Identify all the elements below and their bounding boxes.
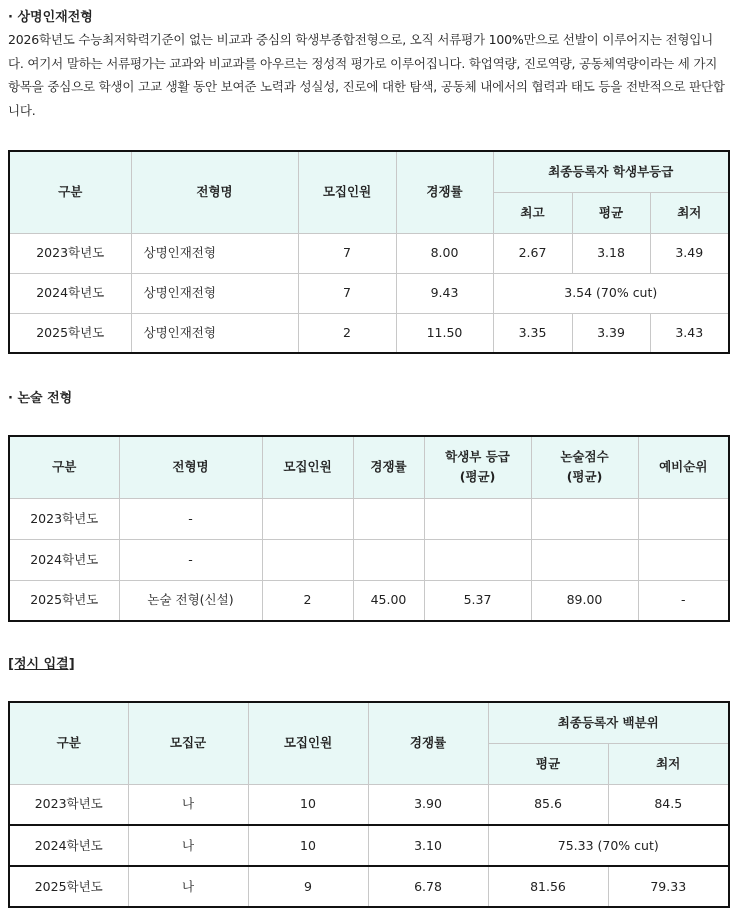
header-waitlist: 예비순위 (638, 436, 729, 498)
cell-year: 2024학년도 (9, 825, 128, 866)
cell-recruit: 10 (248, 825, 368, 866)
header-category: 구분 (9, 702, 128, 784)
header-rate: 경쟁률 (396, 151, 493, 233)
header-recruit: 모집인원 (298, 151, 396, 233)
table-row (9, 866, 729, 907)
cell-avg: 81.56 (488, 866, 608, 907)
table-row (9, 825, 729, 866)
table-row (9, 313, 729, 353)
header-group: 모집군 (128, 702, 248, 784)
header-avg: 평균 (488, 743, 608, 784)
header-name: 전형명 (131, 151, 298, 233)
cell-min: 84.5 (608, 784, 729, 825)
cell-grade (424, 539, 531, 580)
cell-year: 2024학년도 (9, 539, 119, 580)
cell-rate (353, 498, 424, 539)
header-min: 최저 (608, 743, 729, 784)
cell-rate: 11.50 (396, 313, 493, 353)
cell-merged-percentile: 75.33 (70% cut) (488, 825, 729, 866)
cell-waitlist: - (638, 580, 729, 621)
cell-max: 3.35 (493, 313, 572, 353)
cell-rate: 9.43 (396, 273, 493, 313)
cell-avg: 3.39 (572, 313, 650, 353)
cell-min: 79.33 (608, 866, 729, 907)
cell-name: 상명인재전형 (131, 233, 298, 273)
cell-year: 2024학년도 (9, 273, 131, 313)
cell-year: 2025학년도 (9, 580, 119, 621)
cell-recruit: 9 (248, 866, 368, 907)
cell-recruit (262, 498, 353, 539)
cell-name: - (119, 539, 262, 580)
header-name: 전형명 (119, 436, 262, 498)
cell-year: 2023학년도 (9, 784, 128, 825)
table-row (9, 273, 729, 313)
header-rate: 경쟁률 (353, 436, 424, 498)
table-row (9, 580, 729, 621)
header-score-line2: (평균) (566, 469, 603, 485)
cell-name: 상명인재전형 (131, 313, 298, 353)
header-avg: 평균 (572, 192, 650, 233)
cell-year: 2025학년도 (9, 866, 128, 907)
cell-year: 2023학년도 (9, 498, 119, 539)
cell-rate: 3.10 (368, 825, 488, 866)
cell-waitlist (638, 539, 729, 580)
cell-merged-grade: 3.54 (70% cut) (493, 273, 729, 313)
section-title-essay: · 논술 전형 (8, 391, 73, 406)
cell-recruit: 7 (298, 273, 396, 313)
cell-grade (424, 498, 531, 539)
cell-avg: 85.6 (488, 784, 608, 825)
cell-recruit: 2 (262, 580, 353, 621)
table-row (9, 784, 729, 825)
section-title-regular: [정시 입결] (8, 657, 75, 672)
sangmyung-result-table (8, 150, 730, 354)
cell-min: 3.49 (650, 233, 729, 273)
regular-admission-table (8, 701, 730, 908)
header-grade-group: 최종등록자 학생부등급 (493, 151, 729, 192)
cell-recruit: 2 (298, 313, 396, 353)
header-recruit: 모집인원 (248, 702, 368, 784)
header-recruit: 모집인원 (262, 436, 353, 498)
cell-rate: 8.00 (396, 233, 493, 273)
cell-rate: 3.90 (368, 784, 488, 825)
header-score (531, 436, 638, 498)
cell-group: 나 (128, 866, 248, 907)
section-title-sangmyung: · 상명인재전형 (8, 10, 93, 25)
header-max: 최고 (493, 192, 572, 233)
cell-name: - (119, 498, 262, 539)
cell-score (531, 539, 638, 580)
header-percentile-group: 최종등록자 백분위 (488, 702, 729, 743)
cell-recruit: 10 (248, 784, 368, 825)
cell-max: 2.67 (493, 233, 572, 273)
cell-rate: 6.78 (368, 866, 488, 907)
table-row (9, 233, 729, 273)
header-grade (424, 436, 531, 498)
header-rate: 경쟁률 (368, 702, 488, 784)
section-description: 2026학년도 수능최저학력기준이 없는 비교과 중심의 학생부종합전형으로, 오직 서류평가 100%만으로 선발이 이루어지는 전형입니다. 여기서 말하는 서류평가는 교과와 비교과를 아우르는 정성적 평가로 이루어집니다. 학업역량, 진로역량, 공동체역량이라는 세 가지 항목을 중심으로 학생이 고교 생활 동안 보여준 노력과 성실성, 진로에 대한 탐색, 공동체 내에서의 협력과 태도 등을 전반적으로 판단합니다. (8, 32, 725, 118)
header-category: 구분 (9, 436, 119, 498)
header-category: 구분 (9, 151, 131, 233)
cell-recruit: 7 (298, 233, 396, 273)
header-grade-line1: 학생부 등급 (445, 449, 510, 465)
cell-rate: 45.00 (353, 580, 424, 621)
header-min: 최저 (650, 192, 729, 233)
cell-recruit (262, 539, 353, 580)
cell-group: 나 (128, 784, 248, 825)
cell-name: 상명인재전형 (131, 273, 298, 313)
header-score-line1: 논술점수 (560, 449, 609, 465)
cell-waitlist (638, 498, 729, 539)
cell-name: 논술 전형(신설) (119, 580, 262, 621)
cell-score (531, 498, 638, 539)
table-row (9, 539, 729, 580)
cell-grade: 5.37 (424, 580, 531, 621)
header-grade-line2: (평균) (459, 469, 496, 485)
cell-score: 89.00 (531, 580, 638, 621)
cell-year: 2025학년도 (9, 313, 131, 353)
cell-rate (353, 539, 424, 580)
cell-group: 나 (128, 825, 248, 866)
cell-year: 2023학년도 (9, 233, 131, 273)
table-row (9, 498, 729, 539)
cell-min: 3.43 (650, 313, 729, 353)
cell-avg: 3.18 (572, 233, 650, 273)
essay-result-table (8, 435, 730, 622)
